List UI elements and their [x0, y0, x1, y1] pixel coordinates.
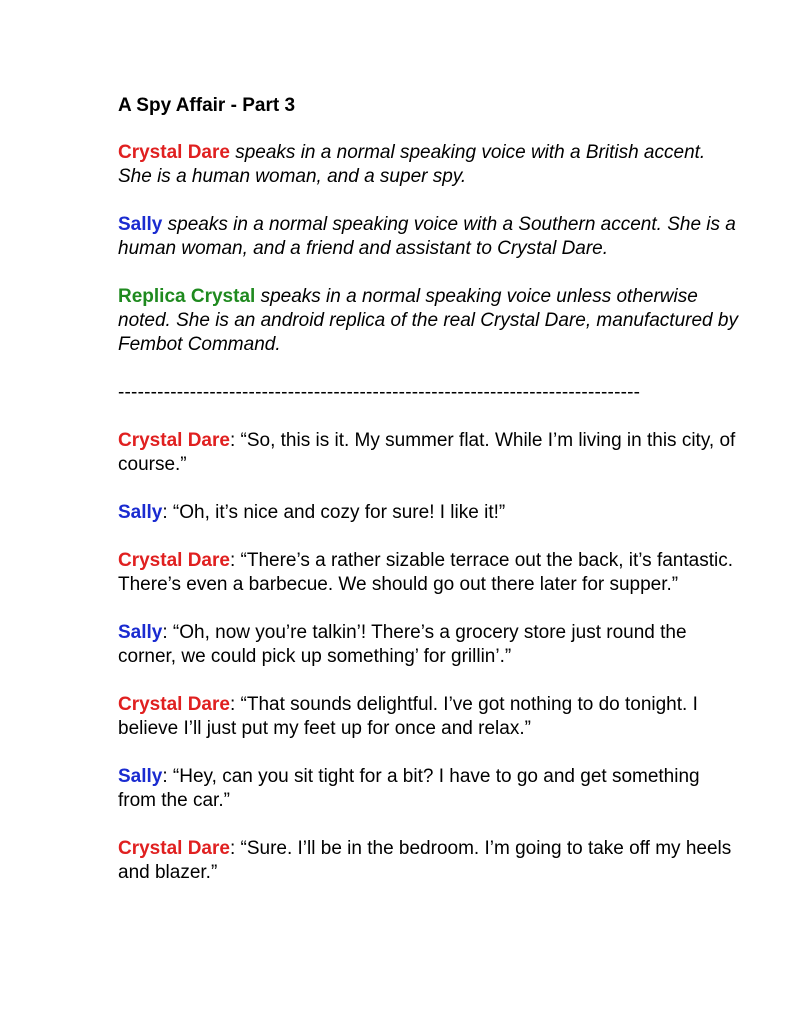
dialogue-text: : “Hey, can you sit tight for a bit? I have to go and get something from the car.” — [118, 766, 700, 811]
dialogue-line — [118, 429, 738, 477]
document-page — [118, 94, 738, 909]
dialogue-line — [118, 549, 738, 597]
dialogue-speaker: Crystal Dare — [118, 430, 230, 451]
document-title: A Spy Affair - Part 3 — [118, 95, 296, 116]
section-divider: -------------------------------------------------------------------------------- — [118, 382, 641, 403]
dialogue-text: : “There’s a rather sizable terrace out the back, it’s fantastic. There’s even a barbecue. We should go out there later for supper.” — [118, 550, 733, 595]
dialogue-speaker: Sally — [118, 502, 163, 523]
dialogue-speaker: Crystal Dare — [118, 838, 230, 859]
dialogue-line — [118, 693, 738, 741]
dialogue-text: : “Oh, it’s nice and cozy for sure! I like it!” — [162, 502, 506, 523]
dialogue-text: : “So, this is it. My summer flat. While I’m living in this city, of course.” — [118, 430, 736, 475]
dialogue-text: : “That sounds delightful. I’ve got nothing to do tonight. I believe I’ll just put my feet up for once and relax.” — [118, 694, 698, 739]
dialogue-speaker: Sally — [118, 766, 163, 787]
character-intro-replica-crystal — [118, 285, 738, 357]
dialogue-line — [118, 621, 738, 669]
dialogue-text: : “Sure. I’ll be in the bedroom. I’m going to take off my heels and blazer.” — [118, 838, 732, 883]
dialogue-line — [118, 501, 738, 525]
character-intro-crystal-dare — [118, 141, 738, 189]
dialogue-line — [118, 837, 738, 885]
dialogue-line — [118, 765, 738, 813]
dialogue-speaker: Crystal Dare — [118, 694, 230, 715]
character-description: speaks in a normal speaking voice unless otherwise noted. She is an android replica of the real Crystal Dare, manufactured by Fembot Command. — [118, 286, 738, 355]
dialogue-speaker: Sally — [118, 622, 163, 643]
character-description: speaks in a normal speaking voice with a British accent. She is a human woman, and a super spy. — [118, 142, 706, 187]
character-intro-sally — [118, 213, 738, 261]
character-name: Sally — [118, 214, 163, 235]
character-name: Crystal Dare — [118, 142, 230, 163]
character-name: Replica Crystal — [118, 286, 256, 307]
dialogue-text: : “Oh, now you’re talkin’! There’s a grocery store just round the corner, we could pick up something’ for grillin’.” — [118, 622, 687, 667]
character-description: speaks in a normal speaking voice with a Southern accent. She is a human woman, and a friend and assistant to Crystal Dare. — [118, 214, 736, 259]
dialogue-speaker: Crystal Dare — [118, 550, 230, 571]
